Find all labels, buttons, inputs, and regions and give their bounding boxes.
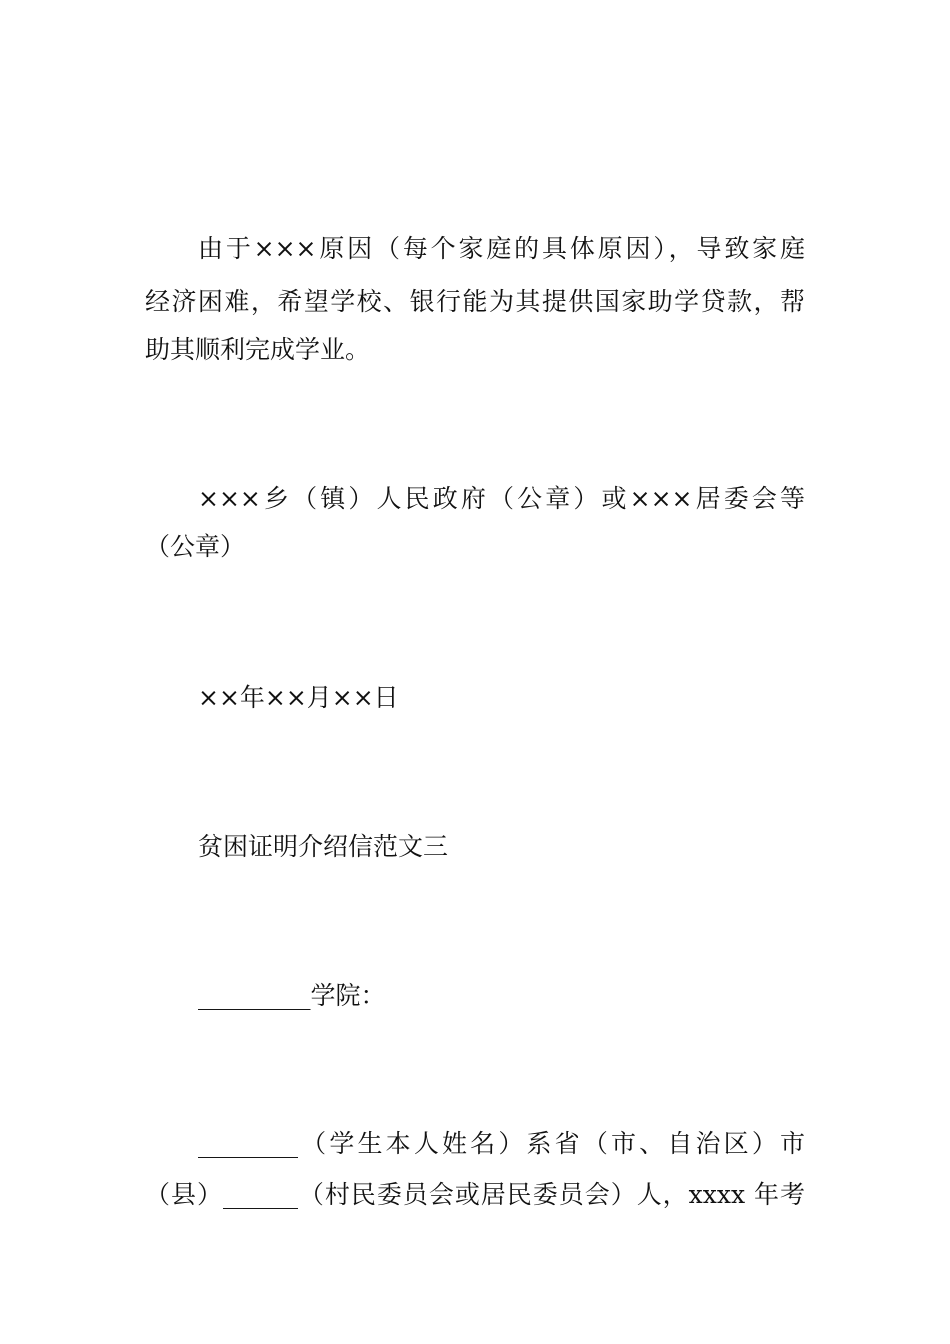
college-name-blank: _________ — [198, 981, 311, 1010]
addressee-line — [198, 969, 805, 1022]
signature-line-1: ×××乡（镇）人民政府（公章）或×××居委会等 — [198, 484, 805, 513]
section-title: 贫困证明介绍信范文三 — [198, 832, 449, 861]
student-line-2-text: （村民委员会或居民委员会）人，xxxx 年考 — [297, 1180, 805, 1209]
student-line-1 — [198, 1117, 805, 1170]
village-blank: ______ — [222, 1180, 298, 1209]
reason-line-3: 助其顺利完成学业。 — [145, 335, 371, 364]
student-line-2 — [145, 1168, 805, 1221]
date-line: ××年××月××日 — [198, 683, 399, 712]
signature-line-2: （公章） — [145, 532, 246, 561]
student-line-1-text: （学生本人姓名）系省（市、自治区）市 — [298, 1129, 805, 1158]
addressee-label: 学院： — [310, 981, 386, 1010]
county-prefix: （县） — [145, 1180, 223, 1209]
student-name-blank: ________ — [198, 1129, 298, 1158]
reason-line-2: 经济困难，希望学校、银行能为其提供国家助学贷款，帮 — [145, 287, 805, 316]
reason-line-1: 由于×××原因（每个家庭的具体原因），导致家庭 — [198, 234, 805, 263]
